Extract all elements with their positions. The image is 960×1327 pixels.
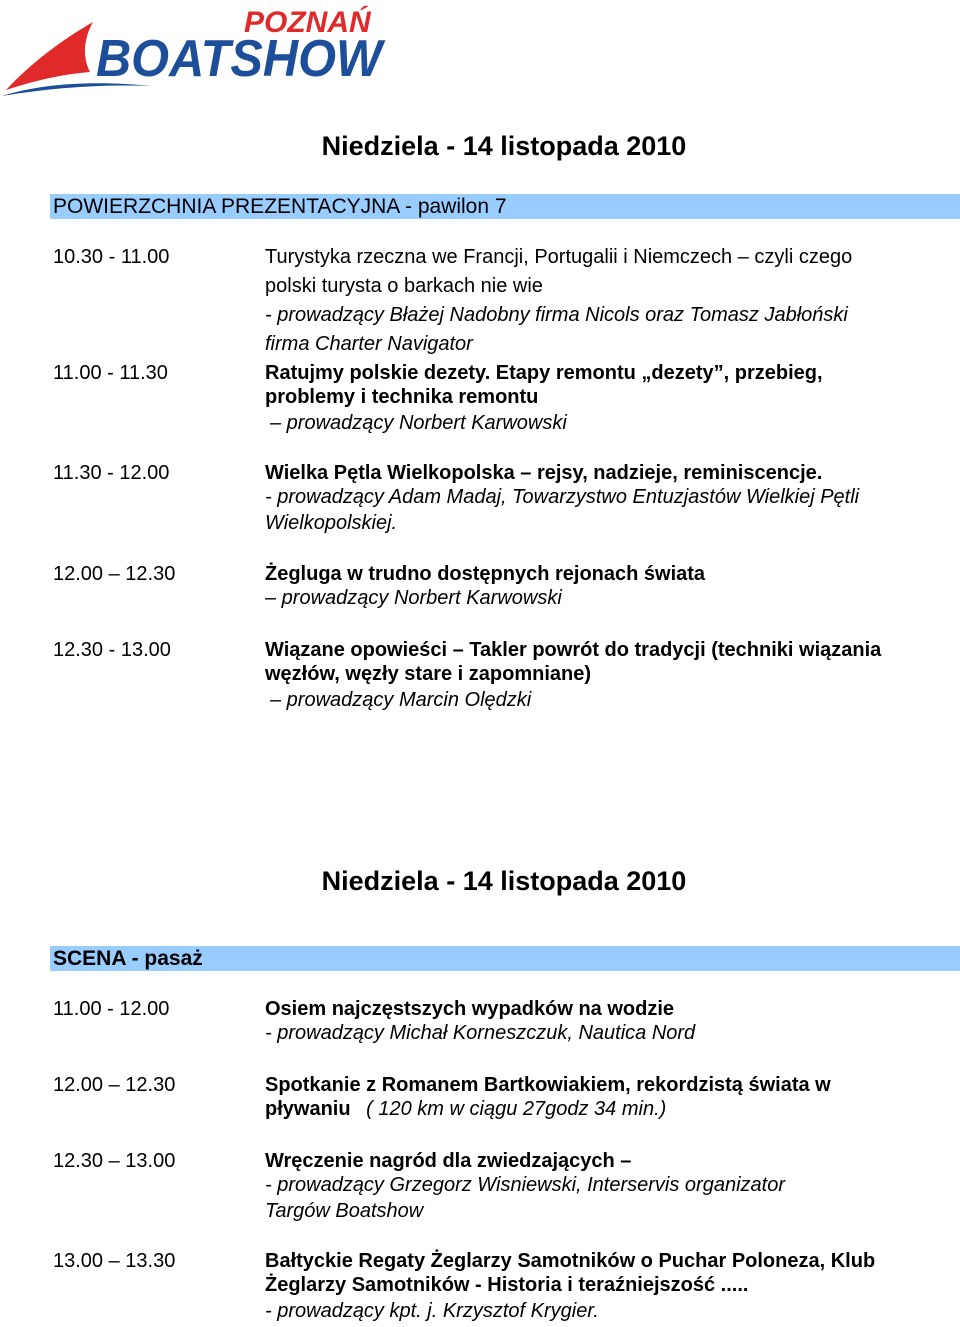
entry-presenter: Wielkopolskiej. <box>265 511 398 534</box>
entry-presenter: - prowadzący Grzegorz Wisniewski, Interservis organizator <box>265 1174 785 1196</box>
entry-presenter: – prowadzący Norbert Karwowski <box>270 411 567 434</box>
entry-body <box>265 459 960 536</box>
entry-body <box>265 1147 960 1224</box>
entry-title: Wielka Pętla Wielkopolska – rejsy, nadzieje, reminiscencje. <box>265 462 823 484</box>
entry-title: pływaniu <box>265 1098 351 1120</box>
entry-presenter: – prowadzący Marcin Olędzki <box>270 688 532 711</box>
entry-time: 11.00 - 12.00 <box>53 998 170 1020</box>
entry-body <box>265 560 960 612</box>
entry-presenter: firma Charter Navigator <box>265 333 473 355</box>
entry-presenter: - prowadzący Michał Korneszczuk, Nautica Nord <box>265 1022 696 1044</box>
entry-body <box>265 1247 960 1324</box>
entry-title: Ratujmy polskie dezety. Etapy remontu „dezety”, przebieg, <box>265 362 823 384</box>
entry-title: Żeglarzy Samotników - Historia i teraźniejszość ..... <box>265 1274 749 1296</box>
entry-time: 11.00 - 11.30 <box>53 362 168 384</box>
location-bar: POWIERZCHNIA PREZENTACYJNA - pawilon 7 <box>50 194 960 219</box>
entry-title: Spotkanie z Romanem Bartkowiakiem, rekordzistą świata w <box>265 1074 831 1096</box>
entry-title: Turystyka rzeczna we Francji, Portugalii i Niemczech – czyli czego <box>265 246 853 268</box>
entry-body <box>265 243 960 359</box>
entry-title: węzłów, węzły stare i zapomniane) <box>265 663 592 685</box>
brand-main-text: BOATSHOW <box>96 30 386 88</box>
day-title: Niedziela - 14 listopada 2010 <box>321 131 687 161</box>
entry-presenter: Targów Boatshow <box>265 1199 424 1222</box>
brand-top-text: POZNAŃ <box>244 6 371 39</box>
entry-title: Bałtyckie Regaty Żeglarzy Samotników o Puchar Poloneza, Klub <box>265 1250 876 1272</box>
entry-presenter: - prowadzący Błażej Nadobny firma Nicols oraz Tomasz Jabłoński <box>265 304 848 326</box>
entry-time: 12.30 - 13.00 <box>53 639 171 661</box>
entry-time: 12.00 – 12.30 <box>53 563 176 585</box>
day-title: Niedziela - 14 listopada 2010 <box>321 866 687 896</box>
entry-title: problemy i technika remontu <box>265 386 539 408</box>
entry-body <box>265 1071 960 1123</box>
entry-presenter: - prowadzący kpt. j. Krzysztof Krygier. <box>265 1299 599 1322</box>
poznan-boatshow-logo <box>0 0 400 105</box>
entry-presenter: – prowadzący Norbert Karwowski <box>265 587 562 609</box>
location-bar: SCENA - pasaż <box>50 946 960 971</box>
sail-logo-icon <box>0 0 400 105</box>
entry-title: Osiem najczęstszych wypadków na wodzie <box>265 998 675 1020</box>
entry-title: Żegluga w trudno dostępnych rejonach świata <box>265 563 706 585</box>
entry-body <box>265 636 960 713</box>
entry-title: polski turysta o barkach nie wie <box>265 275 543 297</box>
entry-title: Wręczenie nagród dla zwiedzających – <box>265 1150 632 1172</box>
entry-body <box>265 995 960 1047</box>
entry-title-line <box>265 1097 960 1123</box>
entry-time: 11.30 - 12.00 <box>53 462 170 484</box>
entry-body <box>265 359 960 436</box>
entry-title: Wiązane opowieści – Takler powrót do tradycji (techniki wiązania <box>265 639 882 661</box>
entry-time: 13.00 – 13.30 <box>53 1250 176 1272</box>
entry-time: 12.00 – 12.30 <box>53 1074 176 1096</box>
entry-note: ( 120 km w ciągu 27godz 34 min.) <box>366 1098 667 1120</box>
entry-presenter: - prowadzący Adam Madaj, Towarzystwo Entuzjastów Wielkiej Pętli <box>265 486 860 508</box>
entry-time: 12.30 – 13.00 <box>53 1150 176 1172</box>
entry-time: 10.30 - 11.00 <box>53 246 170 268</box>
